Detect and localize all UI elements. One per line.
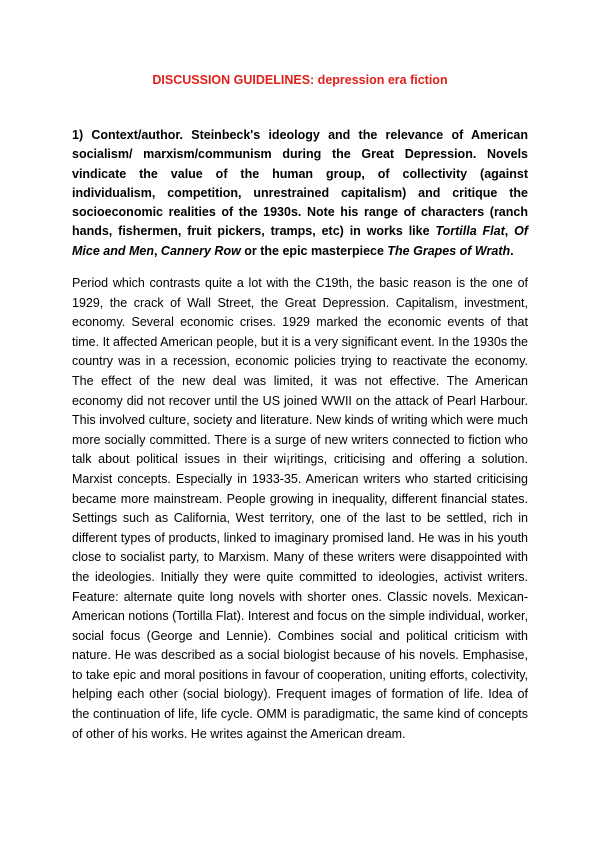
separator: or the epic masterpiece	[240, 243, 388, 258]
work-of-mice-and-men: Of Mice and Men	[72, 224, 528, 258]
separator: ,	[504, 224, 515, 239]
section-1-context	[72, 126, 528, 261]
work-tortilla-flat: Tortilla Flat	[435, 224, 505, 239]
body-paragraph: Period which contrasts quite a lot with the C19th, the basic reason is the one of 1929, the crack of Wall Street, the Great Depression. Capitalism, investment, economy. Several economic crises. 1929 marked the economic events of that time. It affected American people, but it is a very significant event. In the 1930s the country was in a recession, economic policies trying to reactivate the economy. The effect of the new deal was limited, it was not effective. The American economy did not recover until the US joined WWII on the attack of Pearl Harbour. This involved culture, society and literature. New kinds of writing which were much more socially committed. There is a surge of new writers connected to fiction who talk about political issues in their wi¡ritings, criticising and offering a solution. Marxist concepts. Especially in 1933-35. American writers who started criticising became more mainstream. People growing in inequality, different financial states. Settings such as California, West territory, one of the last to be settled, rich in different types of products, linked to imaginary promised land. He was in his youth close to socialist party, to Marxism. Many of these writers were disappointed with the ideologies. Initially they were quite committed to ideologies, activist writers. Feature: alternate quite long novels with shorter ones. Classic novels. Mexican-American notions (Tortilla Flat). Interest and focus on the simple individual, worker, social focus (George and Lennie). Combines social and political criticism with nature. He was described as a social biologist because of his novels. Emphasise, to take epic and moral positions in favour of cooperation, uniting efforts, colectivity, helping each other (social biology). Frequent images of formation of life. Idea of the continuation of life, life cycle. OMM is paradigmatic, the same kind of concepts of other of his works. He writes against the American dream.	[72, 276, 528, 741]
work-grapes-of-wrath: The Grapes of Wrath	[387, 243, 511, 258]
separator: ,	[153, 243, 161, 258]
sentence-end: .	[510, 243, 514, 258]
work-cannery-row: Cannery Row	[160, 243, 241, 258]
section-1-intro: 1) Context/author. Steinbeck's ideology and the relevance of American socialism/ marxism/communism during the Great Depression. Novels vindicate the value of the human group, of collectivity (against individualism, competition, unrestrained capitalism) and critique the socioeconomic realities of the 1930s. Note his range of characters (ranch hands, fishermen, fruit pickers, tramps, etc) in works like	[72, 128, 528, 239]
document-title: DISCUSSION GUIDELINES: depression era fiction	[152, 73, 448, 87]
